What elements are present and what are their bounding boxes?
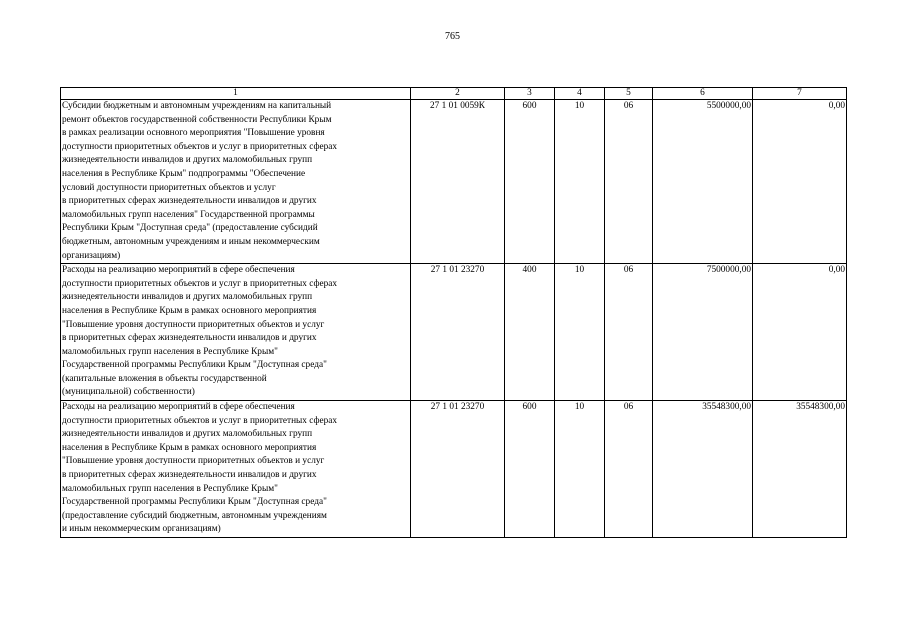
description-line: жизнедеятельности инвалидов и других маломобильных групп — [62, 429, 313, 440]
description-line: организациям) — [62, 250, 121, 261]
column-header: 2 — [411, 88, 505, 100]
description-line: Субсидии бюджетным и автономным учреждениям на капитальный — [62, 101, 332, 111]
subsection-code: 06 — [605, 100, 653, 264]
classification-code: 27 1 01 23270 — [411, 401, 505, 538]
description-line: маломобильных групп населения в Республике Крым" — [62, 346, 278, 357]
description-line: (капитальные вложения в объекты государственной — [62, 373, 267, 384]
description-line: доступности приоритетных объектов и услуг в приоритетных сферах — [62, 278, 338, 289]
amount-col6: 7500000,00 — [653, 264, 753, 401]
expense-type-code: 600 — [505, 401, 555, 538]
budget-table — [60, 87, 847, 538]
description-line: условий доступности приоритетных объектов и услуг — [62, 182, 276, 193]
row-description — [61, 401, 411, 538]
description-line: "Повышение уровня доступности приоритетных объектов и услуг — [62, 456, 325, 467]
description-line: населения в Республике Крым в рамках основного мероприятия — [62, 305, 317, 316]
description-line: Государственной программы Республики Крым "Доступная среда" — [62, 497, 327, 508]
description-line: Государственной программы Республики Крым "Доступная среда" — [62, 360, 327, 371]
row-description — [61, 264, 411, 401]
subsection-code: 06 — [605, 401, 653, 538]
expense-type-code: 400 — [505, 264, 555, 401]
description-line: "Повышение уровня доступности приоритетных объектов и услуг — [62, 319, 325, 330]
table-row — [61, 100, 847, 264]
amount-col6: 35548300,00 — [653, 401, 753, 538]
classification-code: 27 1 01 23270 — [411, 264, 505, 401]
row-description — [61, 100, 411, 264]
description-line: (муниципальной) собственности) — [62, 387, 195, 398]
column-header: 5 — [605, 88, 653, 100]
expense-type-code: 600 — [505, 100, 555, 264]
description-line: населения в Республике Крым в рамках основного мероприятия — [62, 442, 317, 453]
description-line: в приоритетных сферах жизнедеятельности инвалидов и других — [62, 333, 317, 344]
description-line: (предоставление субсидий бюджетным, автономным учреждениям — [62, 510, 327, 521]
table-row — [61, 401, 847, 538]
column-header: 4 — [555, 88, 605, 100]
description-line: ремонт объектов государственной собственности Республики Крым — [62, 114, 332, 125]
description-line: доступности приоритетных объектов и услуг в приоритетных сферах — [62, 415, 338, 426]
description-line: и иным некоммерческим организациям) — [62, 524, 221, 535]
column-header: 1 — [61, 88, 411, 100]
header-row — [61, 88, 847, 100]
description-line: в приоритетных сферах жизнедеятельности инвалидов и других — [62, 470, 317, 481]
table-row — [61, 264, 847, 401]
description-line: жизнедеятельности инвалидов и других маломобильных групп — [62, 155, 313, 166]
section-code: 10 — [555, 100, 605, 264]
section-code: 10 — [555, 401, 605, 538]
subsection-code: 06 — [605, 264, 653, 401]
column-header: 6 — [653, 88, 753, 100]
column-header: 7 — [753, 88, 847, 100]
classification-code: 27 1 01 0059К — [411, 100, 505, 264]
amount-col7: 0,00 — [753, 264, 847, 401]
page-number: 765 — [445, 31, 460, 42]
description-line: в приоритетных сферах жизнедеятельности инвалидов и других — [62, 196, 317, 207]
description-line: маломобильных групп населения" Государственной программы — [62, 209, 315, 220]
description-line: бюджетным, автономным учреждениям и иным некоммерческим — [62, 236, 320, 247]
description-line: маломобильных групп населения в Республике Крым" — [62, 483, 278, 494]
description-line: Республики Крым "Доступная среда" (предоставление субсидий — [62, 223, 318, 234]
description-line: Расходы на реализацию мероприятий в сфере обеспечения — [62, 265, 295, 276]
amount-col7: 0,00 — [753, 100, 847, 264]
description-line: в рамках реализации основного мероприятия "Повышение уровня — [62, 128, 325, 139]
section-code: 10 — [555, 264, 605, 401]
description-line: жизнедеятельности инвалидов и других маломобильных групп — [62, 292, 313, 303]
description-line: доступности приоритетных объектов и услуг в приоритетных сферах — [62, 141, 338, 152]
amount-col7: 35548300,00 — [753, 401, 847, 538]
column-header: 3 — [505, 88, 555, 100]
description-line: населения в Республике Крым" подпрограммы "Обеспечение — [62, 168, 306, 179]
amount-col6: 5500000,00 — [653, 100, 753, 264]
description-line: Расходы на реализацию мероприятий в сфере обеспечения — [62, 402, 295, 413]
